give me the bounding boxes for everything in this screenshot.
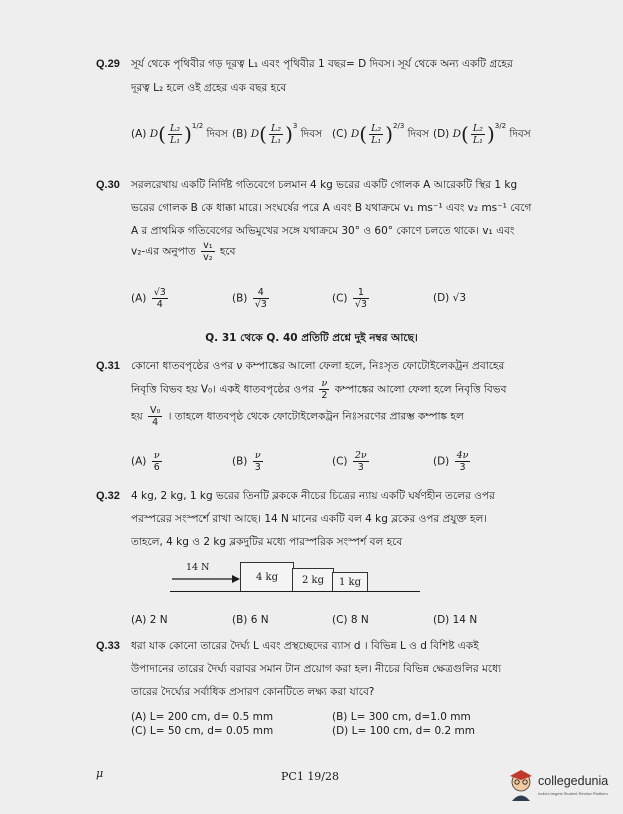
force-label: 14 N <box>186 562 210 573</box>
q31-option-b: (B) $\frac{\nu}{3}$ <box>232 450 261 473</box>
brand-name: collegedunia <box>538 774 609 788</box>
q33-option-d: (D) L= 100 cm, d= 0.2 mm <box>332 725 475 737</box>
footer-mark: μ <box>96 767 104 780</box>
q29-option-a: (A) D( $\frac{\text{L₂}}{\text{L₁}}$ )$^{1/2}$ দিবস <box>131 122 228 146</box>
q32-number: Q.32 <box>96 490 120 502</box>
q31-number: Q.31 <box>96 360 120 372</box>
q32-option-d: (D) 14 N <box>433 614 478 626</box>
q32-option-b: (B) 6 N <box>232 614 269 626</box>
ground-line <box>170 591 420 592</box>
q29-option-b: (B) D( $\frac{\text{L₂}}{\text{L₁}}$ )$^3$ দিবস <box>232 122 323 146</box>
q32-text-line2: পরস্পরের সংস্পর্শে রাখা আছে। 14 N মানের একটি বল 4 kg ব্লকের ওপর প্রযুক্ত হল। <box>131 513 488 525</box>
q29-text-line2: দূরত্ব L₂ হলে ওই গ্রহের এক বছর হবে <box>131 82 287 94</box>
q29-number: Q.29 <box>96 58 120 70</box>
q31-option-d: (D) $\frac{4\nu}{3}$ <box>433 450 469 473</box>
q33-number: Q.33 <box>96 640 120 652</box>
q30-number: Q.30 <box>96 179 120 191</box>
brand-tagline: India's largest Student Review Platform <box>538 791 608 796</box>
q30-text-line3: A র প্রাথমিক গতিবেগের অভিমুখের সঙ্গে যথাক্রমে 30° ও 60° কোণে চলতে থাকে। v₁ এবং <box>131 225 515 237</box>
q32-option-a: (A) 2 N <box>131 614 168 626</box>
block-4kg: 4 kg <box>240 562 294 592</box>
q31-option-a: (A) $\frac{\nu}{6}$ <box>131 450 160 473</box>
q30-option-c: (C) $\frac{1}{√3}$ <box>332 287 367 310</box>
section-heading: Q. 31 থেকে Q. 40 প্রতিটি প্রশ্নে দুই নম্বর আছে। <box>205 332 418 344</box>
q30-option-a: (A) $\frac{√3}{4}$ <box>131 287 166 310</box>
q30-text-line1: সরলরেখায় একটি নির্দিষ্ট গতিবেগে চলমান 4 kg ভরের একটি গোলক A আরেকটি স্থির 1 kg <box>131 179 518 191</box>
q31-text-line1: কোনো ধাতবপৃষ্ঠের ওপর ν কম্পাঙ্কের আলো ফেলা হলে, নিঃসৃত ফোটোইলেকট্রন প্রবাহের <box>131 360 505 372</box>
q33-option-c: (C) L= 50 cm, d= 0.05 mm <box>131 725 274 737</box>
q29-option-d: (D) D( $\frac{\text{L₂}}{\text{L₁}}$ )$^{3/2}$ দিবস <box>433 122 531 146</box>
block-2kg: 2 kg <box>292 568 334 592</box>
q30-option-b: (B) $\frac{4}{√3}$ <box>232 287 267 310</box>
student-avatar-icon <box>506 768 536 802</box>
page-number: PC1 19/28 <box>281 770 340 783</box>
block-1kg: 1 kg <box>332 572 368 592</box>
q33-text-line2: উপাদানের তারের দৈর্ঘ্য বরাবর সমান টান প্রয়োগ করা হল। নীচের বিভিন্ন ক্ষেত্রগুলির মধ্যে <box>131 663 502 675</box>
q32-option-c: (C) 8 N <box>332 614 369 626</box>
q33-text-line3: তারের দৈর্ঘ্যের সর্বাধিক প্রসারণ কোনটিতে লক্ষ্য করা যাবে? <box>131 686 375 698</box>
blocks-figure <box>170 560 450 600</box>
q32-text-line1: 4 kg, 2 kg, 1 kg ভরের তিনটি ব্লককে নীচের চিত্রের ন্যায় একটি ঘর্ষণহীন তলের ওপর <box>131 490 495 502</box>
q30-text-line4: v₂-এর অনুপাত $\frac{\text{v₁}}{\text{v₂}}$ হবে <box>131 240 236 263</box>
q33-option-a: (A) L= 200 cm, d= 0.5 mm <box>131 711 274 723</box>
force-arrow <box>172 574 242 584</box>
collegedunia-logo <box>506 766 616 806</box>
q31-text-line3: হয় $\frac{\text{V₀}}{4}$ । তাহলে ধাতবপৃষ্ঠ থেকে ফোটোইলেকট্রন নিঃসরণের প্রারম্ভ কম্পাঙ্ক হল <box>131 405 464 428</box>
q30-text-line2: ভরের গোলক B কে ধাক্কা মারে। সংঘর্ষের পরে A এবং B যথাক্রমে v₁ ms⁻¹ এবং v₂ ms⁻¹ বেগে <box>131 202 532 214</box>
q33-text-line1: ধরা যাক কোনো তারের দৈর্ঘ্য L এবং প্রস্থচ্ছেদের ব্যাস d । বিভিন্ন L ও d বিশিষ্ট একই <box>131 640 479 652</box>
q33-option-b: (B) L= 300 cm, d=1.0 mm <box>332 711 471 723</box>
q31-text-line2: নিবৃত্তি বিভব হয় V₀। একই ধাতবপৃষ্ঠের ওপর $\frac{\nu}{2}$ কম্পাঙ্কের আলো ফেলা হলে নিবৃত্তি বিভব <box>131 378 507 401</box>
q29-option-c: (C) D( $\frac{\text{L₂}}{\text{L₁}}$ )$^{2/3}$ দিবস <box>332 122 429 146</box>
q32-text-line3: তাহলে, 4 kg ও 2 kg ব্লকদুটির মধ্যে পারস্পরিক সংস্পর্শ বল হবে <box>131 536 403 548</box>
q29-text-line1: সূর্য থেকে পৃথিবীর গড় দূরত্ব L₁ এবং পৃথিবীর 1 বছর= D দিবস। সূর্য থেকে অন্য একটি গ্রহের <box>131 58 513 70</box>
q31-option-c: (C) $\frac{2\nu}{3}$ <box>332 450 367 473</box>
q30-option-d: (D) √3 <box>433 292 466 304</box>
